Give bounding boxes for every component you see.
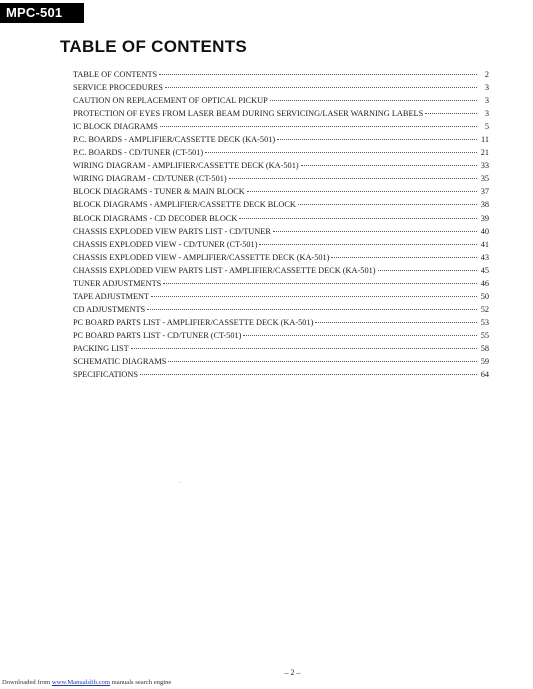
toc-entry[interactable]	[73, 68, 489, 81]
toc-dot-leader	[147, 309, 477, 310]
page-title: TABLE OF CONTENTS	[60, 37, 248, 56]
download-footer	[2, 679, 171, 686]
toc-entry[interactable]	[73, 264, 489, 277]
toc-dot-leader	[163, 283, 477, 284]
toc-dot-leader	[270, 100, 477, 101]
toc-entry-page: 2	[484, 70, 489, 79]
toc-entry-title: CHASSIS EXPLODED VIEW PARTS LIST - CD/TUNER	[73, 226, 271, 236]
toc-entry-title: P.C. BOARDS - AMPLIFIER/CASSETTE DECK (KA-501)	[73, 135, 276, 145]
footer-suffix: manuals search engine	[110, 679, 172, 686]
toc-entry-page: 59	[480, 357, 489, 367]
toc-entry[interactable]	[73, 290, 489, 303]
toc-entry-title: BLOCK DIAGRAMS - TUNER & MAIN BLOCK	[73, 187, 245, 197]
toc-entry-title: SPECIFICATIONS	[73, 370, 139, 380]
toc-entry-title: CD ADJUSTMENTS	[73, 304, 146, 314]
toc-entry-page: 45	[480, 265, 489, 275]
toc-dot-leader	[229, 178, 477, 179]
toc-dot-leader	[239, 218, 477, 219]
toc-entry-title: BLOCK DIAGRAMS - CD DECODER BLOCK	[73, 213, 238, 223]
toc-entry[interactable]	[73, 277, 489, 290]
toc-dot-leader	[168, 361, 477, 362]
toc-dot-leader	[259, 244, 477, 245]
toc-entry-page: 3	[484, 109, 489, 119]
toc-dot-leader	[315, 322, 477, 323]
toc-entry-page: 64	[480, 370, 489, 380]
toc-dot-leader	[277, 139, 477, 140]
toc-dot-leader	[247, 191, 477, 192]
toc-entry[interactable]	[73, 133, 489, 146]
toc-entry-title: P.C. BOARDS - CD/TUNER (CT-501)	[73, 148, 204, 158]
toc-entry-page: 39	[480, 213, 489, 223]
toc-dot-leader	[205, 152, 477, 153]
toc-entry[interactable]	[73, 185, 489, 198]
toc-entry-page: 3	[484, 83, 489, 93]
toc-entry-title: CHASSIS EXPLODED VIEW PARTS LIST - AMPLIFIER/CASSETTE DECK (KA-501)	[73, 265, 376, 275]
footer-prefix: Downloaded from	[2, 679, 52, 686]
toc-entry[interactable]	[73, 225, 489, 238]
toc-entry[interactable]	[73, 120, 489, 133]
toc-entry-title: SERVICE PROCEDURES	[73, 83, 163, 93]
toc-dot-leader	[131, 348, 477, 349]
toc-entry-page: 53	[480, 317, 489, 327]
toc-entry[interactable]	[73, 107, 489, 120]
toc-entry-title: WIRING DIAGRAM - CD/TUNER (CT-501)	[73, 174, 227, 184]
toc-dot-leader	[331, 257, 477, 258]
toc-entry-page: 3	[484, 96, 489, 106]
model-badge: MPC-501	[0, 3, 84, 23]
toc-dot-leader	[165, 87, 477, 88]
toc-entry-title: SCHEMATIC DIAGRAMS	[73, 357, 167, 367]
toc-dot-leader	[160, 126, 477, 127]
toc-dot-leader	[159, 74, 477, 75]
toc-entry-page: 43	[480, 252, 489, 262]
toc-entry[interactable]	[73, 329, 489, 342]
toc-entry-page: 40	[480, 226, 489, 236]
toc-entry[interactable]	[73, 212, 489, 225]
toc-entry-page: 35	[480, 174, 489, 184]
toc-entry[interactable]	[73, 355, 489, 368]
toc-entry-title: PC BOARD PARTS LIST - AMPLIFIER/CASSETTE DECK (KA-501)	[73, 317, 314, 327]
toc-dot-leader	[273, 231, 477, 232]
toc-entry[interactable]	[73, 146, 489, 159]
toc-entry-page: 58	[480, 343, 489, 353]
page-number	[0, 668, 533, 677]
toc-entry-title: CHASSIS EXPLODED VIEW - CD/TUNER (CT-501)	[73, 239, 258, 249]
toc-entry[interactable]	[73, 159, 489, 172]
toc-entry[interactable]	[73, 251, 489, 264]
toc-entry-page: 5	[484, 122, 489, 132]
toc-dot-leader	[298, 204, 477, 205]
table-of-contents	[73, 68, 489, 381]
toc-entry[interactable]	[73, 368, 489, 381]
toc-entry-title: CAUTION ON REPLACEMENT OF OPTICAL PICKUP	[73, 96, 268, 106]
toc-entry-title: TAPE ADJUSTMENT	[73, 291, 150, 301]
toc-entry-title: TUNER ADJUSTMENTS	[73, 278, 162, 288]
toc-dot-leader	[140, 374, 477, 375]
toc-dot-leader	[378, 270, 477, 271]
toc-entry-page: 21	[480, 148, 489, 158]
toc-entry-page: 38	[480, 200, 489, 210]
toc-dot-leader	[425, 113, 477, 114]
toc-entry-page: 50	[480, 291, 489, 301]
toc-dot-leader	[151, 296, 477, 297]
toc-entry-title: PROTECTION OF EYES FROM LASER BEAM DURING SERVICING/LASER WARNING LABELS	[73, 109, 424, 119]
toc-entry[interactable]	[73, 94, 489, 107]
toc-entry-page: 11	[481, 135, 489, 145]
toc-dot-leader	[301, 165, 477, 166]
toc-entry-title: CHASSIS EXPLODED VIEW - AMPLIFIER/CASSETTE DECK (KA-501)	[73, 252, 330, 262]
toc-entry-page: 46	[480, 278, 489, 288]
toc-entry[interactable]	[73, 316, 489, 329]
toc-entry[interactable]	[73, 238, 489, 251]
toc-entry-title: IC BLOCK DIAGRAMS	[73, 122, 158, 132]
toc-entry[interactable]	[73, 303, 489, 316]
scan-speck	[180, 482, 181, 483]
toc-entry-title: BLOCK DIAGRAMS - AMPLIFIER/CASSETTE DECK BLOCK	[73, 200, 296, 210]
manualslib-link[interactable]: www.Manualslib.com	[51, 679, 110, 686]
toc-entry[interactable]	[73, 81, 489, 94]
toc-entry-page: 37	[480, 187, 489, 197]
page-number-text: – 2 –	[284, 668, 301, 677]
toc-entry-title: PACKING LIST	[73, 343, 129, 353]
toc-entry-page: 41	[480, 239, 489, 249]
toc-dot-leader	[243, 335, 477, 336]
toc-entry-title: PC BOARD PARTS LIST - CD/TUNER (CT-501)	[73, 330, 242, 340]
toc-entry[interactable]	[73, 342, 489, 355]
toc-entry[interactable]	[73, 198, 489, 211]
toc-entry-page: 52	[480, 304, 489, 314]
toc-entry-page: 33	[480, 161, 489, 171]
toc-entry-page: 55	[480, 330, 489, 340]
toc-entry-title: WIRING DIAGRAM - AMPLIFIER/CASSETTE DECK (KA-501)	[73, 161, 299, 171]
toc-entry-title: TABLE OF CONTENTS	[73, 70, 158, 79]
toc-entry[interactable]	[73, 172, 489, 185]
